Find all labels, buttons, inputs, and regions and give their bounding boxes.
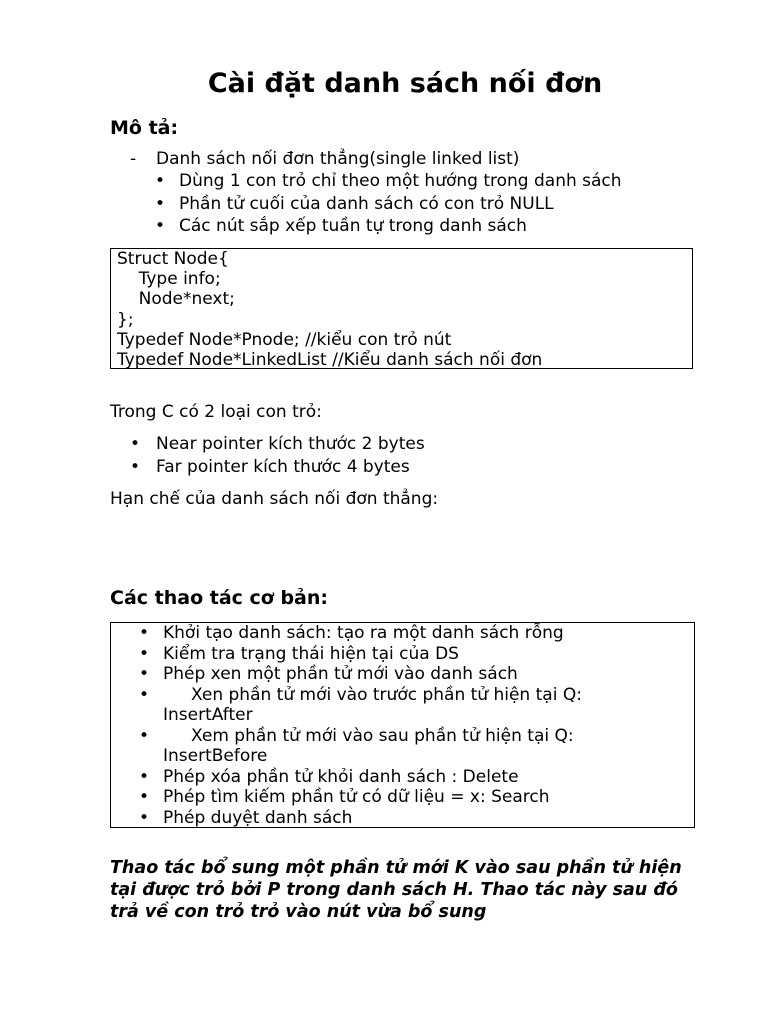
code-line: Type info; — [117, 269, 221, 290]
bullet-icon: • — [139, 623, 150, 643]
bullet-icon: • — [155, 171, 166, 191]
dash-marker: - — [130, 149, 137, 169]
code-line: }; — [117, 309, 134, 330]
operations-heading: Các thao tác cơ bản: — [110, 587, 328, 609]
pointer-intro: Trong C có 2 loại con trỏ: — [110, 402, 322, 422]
list-item: • Xem phần tử mới vào sau phần tử hiện tại Q: InsertBefore — [139, 725, 574, 766]
bullet-icon: • — [139, 766, 150, 787]
list-item: • Phép xen một phần tử mới vào danh sách — [139, 664, 518, 684]
pointer-list — [130, 433, 425, 479]
code-line: Typedef Node*Pnode; //kiểu con trỏ nút — [117, 329, 452, 350]
list-item: • Near pointer kích thước 2 bytes — [130, 434, 425, 454]
code-line: Typedef Node*LinkedList //Kiểu danh sách nối đơn — [117, 350, 543, 371]
bullet-icon: • — [155, 216, 166, 236]
list-item: • Các nút sắp xếp tuần tự trong danh sách — [155, 216, 527, 236]
list-item: • Kiểm tra trạng thái hiện tại của DS — [139, 643, 459, 664]
code-line: Node*next; — [117, 289, 235, 310]
bullet-icon: • — [155, 193, 166, 214]
bullet-icon: • — [139, 807, 150, 828]
bullet-icon: • — [139, 684, 150, 705]
page-title: Cài đặt danh sách nối đơn — [207, 68, 603, 99]
list-item: • Phần tử cuối của danh sách có con trỏ NULL — [155, 193, 554, 214]
bullet-icon: • — [139, 725, 150, 746]
operations-box — [110, 622, 695, 828]
list-item: • Khởi tạo danh sách: tạo ra một danh sách rỗng — [139, 623, 564, 643]
final-note: Thao tác bổ sung một phần tử mới K vào sau phần tử hiện tại được trỏ bởi P trong danh sách H. Thao tác này sau đó trả về con trỏ trỏ vào nút vừa bổ sung — [110, 858, 682, 922]
bullet-icon: • — [139, 664, 150, 684]
list-item: • Xen phần tử mới vào trước phần tử hiện tại Q: InsertAfter — [139, 684, 582, 725]
dash-item-text: Danh sách nối đơn thẳng(single linked list) — [156, 149, 520, 169]
list-item: • Phép xóa phần tử khỏi danh sách : Delete — [139, 766, 519, 787]
dash-item — [130, 148, 519, 170]
limitations-text: Hạn chế của danh sách nối đơn thẳng: — [110, 489, 439, 509]
list-item: • Phép tìm kiếm phần tử có dữ liệu = x: Search — [139, 787, 550, 807]
code-line: Struct Node{ — [117, 249, 229, 269]
bullet-icon: • — [130, 434, 141, 454]
bullet-icon: • — [130, 457, 141, 477]
list-item: • Phép duyệt danh sách — [139, 807, 353, 828]
bullet-icon: • — [139, 643, 150, 664]
description-bullet-list — [155, 170, 622, 238]
description-heading: Mô tả: — [110, 117, 179, 139]
bullet-icon: • — [139, 787, 150, 807]
list-item: • Far pointer kích thước 4 bytes — [130, 457, 410, 477]
code-block — [110, 248, 693, 369]
list-item: • Dùng 1 con trỏ chỉ theo một hướng trong danh sách — [155, 171, 622, 191]
